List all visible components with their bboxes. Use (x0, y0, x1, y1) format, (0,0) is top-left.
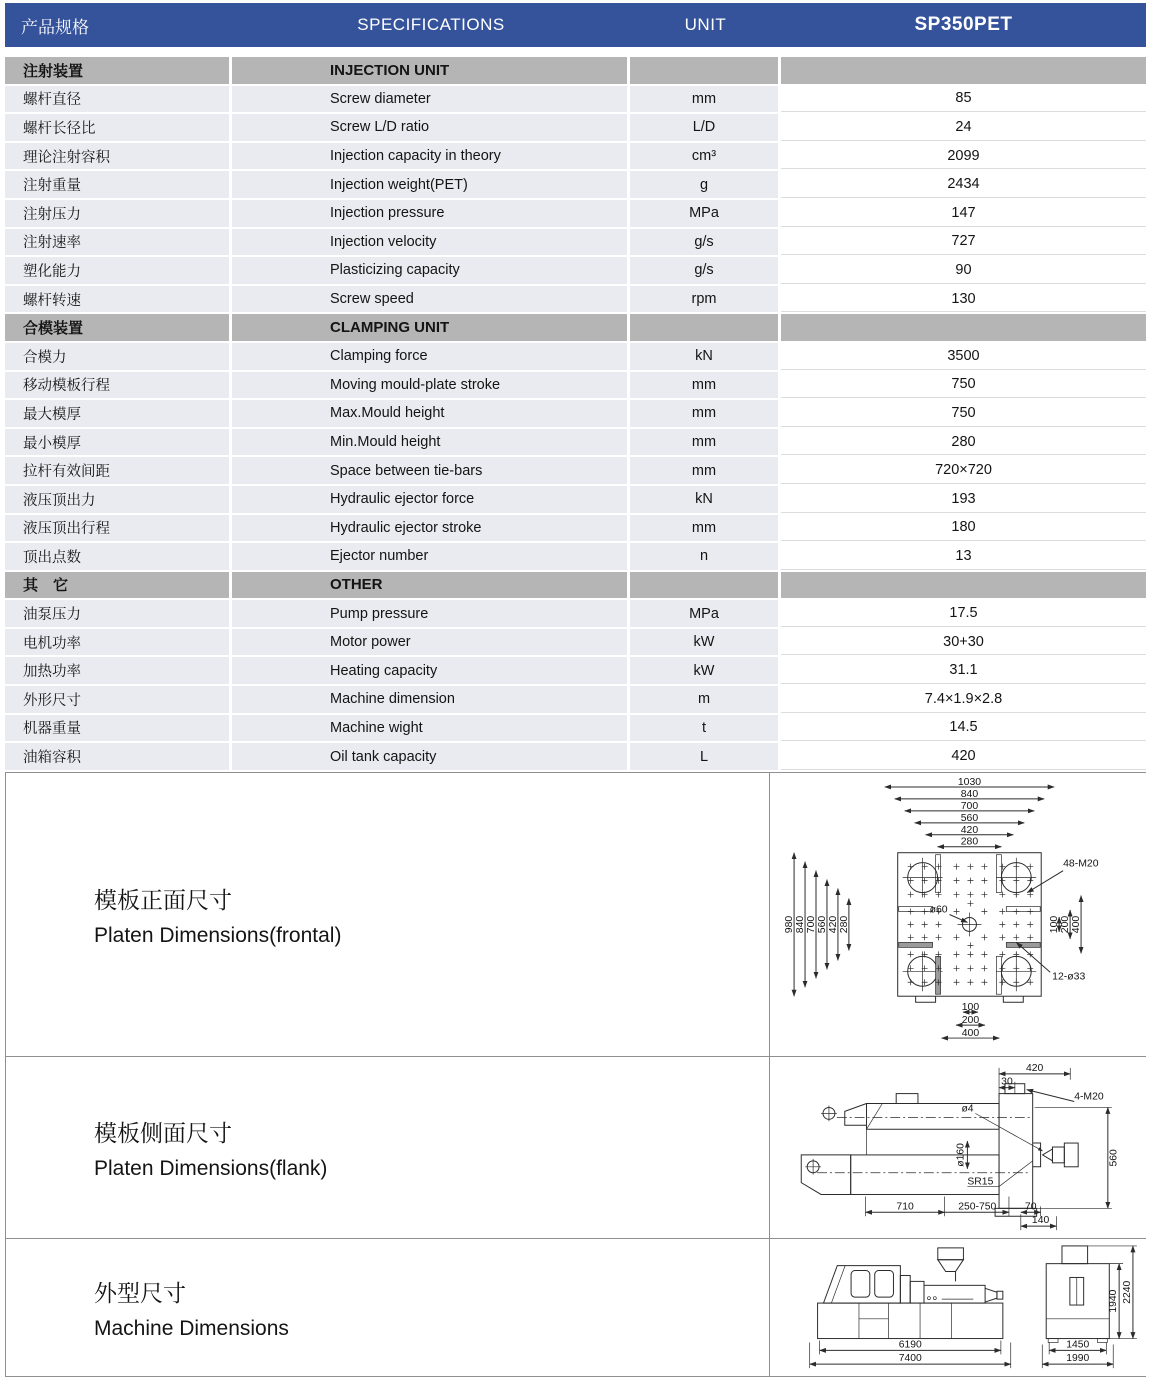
frontal-left-dims (784, 853, 850, 996)
machine-dimensions-label (6, 1239, 769, 1376)
dim-label: 840 (960, 788, 979, 800)
dim-label: 400 (1071, 915, 1083, 934)
spec-row (5, 429, 1146, 456)
dim-o160: ø160 (955, 1142, 967, 1167)
dim-o4: ø4 (961, 1102, 974, 1114)
spec-value: 85 (781, 86, 1146, 113)
spec-name-en: Moving mould-plate stroke (232, 372, 627, 399)
dim-label: 980 (784, 915, 796, 934)
header-unit-label: UNIT (684, 15, 727, 34)
spec-name-zh: 机器重量 (5, 715, 229, 742)
dim-2240: 2240 (1121, 1280, 1133, 1304)
dim-label: 280 (838, 915, 850, 934)
dim-6190: 6190 (898, 1338, 922, 1350)
frontal-bottom-dims (942, 1002, 1000, 1039)
dim-4-m20: 4-M20 (1074, 1091, 1104, 1103)
platen-flank-label (6, 1057, 769, 1238)
spec-name-en: Injection pressure (232, 200, 627, 227)
spec-row (5, 372, 1146, 399)
spec-unit: kW (630, 657, 778, 684)
dim-250-750: 250-750 (958, 1200, 997, 1212)
fixed-platen (995, 1083, 1078, 1216)
spec-unit: kN (630, 343, 778, 370)
spec-unit: mm (630, 86, 778, 113)
spec-value: 193 (781, 486, 1146, 513)
spec-unit: mm (630, 372, 778, 399)
spec-row (5, 171, 1146, 198)
spec-name-zh: 合模力 (5, 343, 229, 370)
spec-value: 14.5 (781, 715, 1146, 742)
spec-row (5, 629, 1146, 656)
platen-flank-drawing-cell (769, 1057, 1147, 1238)
header-product-label: 产品规格 (21, 17, 89, 37)
section-title-zh: 其 它 (5, 572, 229, 599)
machine-end-view (1046, 1245, 1109, 1342)
spec-value: 31.1 (781, 657, 1146, 684)
spec-unit: MPa (630, 200, 778, 227)
frontal-top-dims (885, 777, 1054, 848)
center-hole-callout: ø60 (929, 904, 948, 916)
spec-value: 17.5 (781, 600, 1146, 627)
spec-name-zh: 螺杆转速 (5, 286, 229, 313)
spec-name-en: Clamping force (232, 343, 627, 370)
spec-row (5, 257, 1146, 284)
spec-name-zh: 顶出点数 (5, 543, 229, 570)
spec-value: 280 (781, 429, 1146, 456)
spec-value: 7.4×1.9×2.8 (781, 686, 1146, 713)
section-value-cell (781, 314, 1146, 341)
spec-name-en: Space between tie-bars (232, 457, 627, 484)
section-unit-cell (630, 57, 778, 84)
platen-frontal-title-en: Platen Dimensions(frontal) (94, 923, 342, 947)
section-value-cell (781, 572, 1146, 599)
machine-dimensions-title-en: Machine Dimensions (94, 1316, 289, 1340)
dim-420: 420 (1025, 1062, 1044, 1074)
section-header-row (5, 314, 1146, 341)
spec-name-en: Motor power (232, 629, 627, 656)
dim-label: 840 (795, 915, 807, 934)
spec-name-en: Screw speed (232, 286, 627, 313)
platen-frontal-label (6, 773, 769, 1056)
spec-name-zh: 加热功率 (5, 657, 229, 684)
spec-name-zh: 注射重量 (5, 171, 229, 198)
spec-name-zh: 油箱容积 (5, 743, 229, 770)
spec-name-en: Hydraulic ejector stroke (232, 515, 627, 542)
spec-value: 180 (781, 515, 1146, 542)
spec-name-zh: 注射速率 (5, 229, 229, 256)
section-header-row (5, 57, 1146, 84)
spec-name-en: Hydraulic ejector force (232, 486, 627, 513)
spec-unit: g/s (630, 229, 778, 256)
spec-row (5, 686, 1146, 713)
spec-name-en: Pump pressure (232, 600, 627, 627)
section-header-row (5, 572, 1146, 599)
machine-drawing-cell (769, 1239, 1147, 1376)
dim-70: 70 (1024, 1200, 1037, 1212)
dim-label: 100 (961, 1002, 980, 1014)
spec-value: 24 (781, 114, 1146, 141)
spec-value: 750 (781, 400, 1146, 427)
header-specifications-label: SPECIFICATIONS (357, 15, 505, 34)
spec-name-en: Machine dimension (232, 686, 627, 713)
spec-row (5, 543, 1146, 570)
spec-name-en: Injection velocity (232, 229, 627, 256)
spec-name-en: Ejector number (232, 543, 627, 570)
section-title-en: INJECTION UNIT (232, 57, 627, 84)
spec-row (5, 200, 1146, 227)
dim-label: 200 (961, 1015, 980, 1027)
spec-unit: L (630, 743, 778, 770)
dim-label: 400 (961, 1028, 980, 1040)
spec-unit: mm (630, 400, 778, 427)
spec-name-en: Machine wight (232, 715, 627, 742)
spec-value: 130 (781, 286, 1146, 313)
platen-flank-title-zh: 模板侧面尺寸 (94, 1119, 232, 1146)
spec-name-en: Injection weight(PET) (232, 171, 627, 198)
spec-name-zh: 电机功率 (5, 629, 229, 656)
spec-name-zh: 最小模厚 (5, 429, 229, 456)
row-platen-frontal (5, 772, 1146, 1057)
section-unit-cell (630, 314, 778, 341)
spec-name-en: Injection capacity in theory (232, 143, 627, 170)
spec-name-zh: 螺杆直径 (5, 86, 229, 113)
platen-frontal-title-zh: 模板正面尺寸 (94, 886, 232, 913)
dim-label: 200 (1060, 915, 1072, 934)
machine-side-view (818, 1247, 1003, 1338)
spec-name-en: Max.Mould height (232, 400, 627, 427)
spec-name-zh: 拉杆有效间距 (5, 457, 229, 484)
dim-710: 710 (896, 1200, 914, 1212)
dim-label: 700 (806, 915, 818, 934)
spec-value: 420 (781, 743, 1146, 770)
spec-value: 147 (781, 200, 1146, 227)
dim-sr15: SR15 (967, 1176, 994, 1188)
spec-unit: t (630, 715, 778, 742)
dim-1450: 1450 (1066, 1338, 1090, 1350)
spec-unit: g/s (630, 257, 778, 284)
machine-dimensions-title-zh: 外型尺寸 (94, 1279, 186, 1306)
dim-label: 560 (816, 915, 828, 934)
spec-value: 13 (781, 543, 1146, 570)
ejector-hole-callout: 12-ø33 (1052, 971, 1086, 983)
frontal-platen-diagram (770, 773, 1147, 1056)
spec-name-zh: 最大模厚 (5, 400, 229, 427)
spec-name-en: Screw diameter (232, 86, 627, 113)
spec-unit: m (630, 686, 778, 713)
spec-name-zh: 螺杆长径比 (5, 114, 229, 141)
spec-unit: g (630, 171, 778, 198)
machine-dimensions-diagram (770, 1240, 1147, 1376)
dim-label: 100 (1049, 915, 1061, 934)
spec-unit: L/D (630, 114, 778, 141)
frontal-right-dims (1049, 896, 1082, 954)
spec-unit: mm (630, 515, 778, 542)
spec-name-zh: 液压顶出力 (5, 486, 229, 513)
spec-value: 30+30 (781, 629, 1146, 656)
diagram-section (5, 772, 1146, 1377)
spec-value: 2434 (781, 171, 1146, 198)
dim-1940: 1940 (1108, 1289, 1120, 1313)
section-title-en: OTHER (232, 572, 627, 599)
spec-value: 90 (781, 257, 1146, 284)
dim-140: 140 (1031, 1214, 1050, 1226)
dim-label: 420 (960, 824, 979, 836)
section-title-zh: 注射装置 (5, 57, 229, 84)
dim-1990: 1990 (1066, 1352, 1090, 1364)
spec-row (5, 400, 1146, 427)
spec-value: 720×720 (781, 457, 1146, 484)
spec-row (5, 229, 1146, 256)
spec-unit: kN (630, 486, 778, 513)
spec-name-en: Min.Mould height (232, 429, 627, 456)
spec-unit: rpm (630, 286, 778, 313)
row-platen-flank (5, 1057, 1146, 1239)
spec-unit: cm³ (630, 143, 778, 170)
spec-name-en: Screw L/D ratio (232, 114, 627, 141)
spec-value: 2099 (781, 143, 1146, 170)
spec-row (5, 715, 1146, 742)
spec-unit: n (630, 543, 778, 570)
spec-row (5, 343, 1146, 370)
dim-label: 1030 (957, 776, 982, 788)
dim-7400: 7400 (898, 1352, 922, 1364)
spec-name-zh: 外形尺寸 (5, 686, 229, 713)
spec-name-zh: 理论注射容积 (5, 143, 229, 170)
spec-row (5, 114, 1146, 141)
section-unit-cell (630, 572, 778, 599)
spec-row (5, 143, 1146, 170)
dim-label: 700 (960, 800, 979, 812)
flank-dims (866, 1062, 1120, 1229)
spec-row (5, 86, 1146, 113)
table-header (5, 3, 1146, 47)
dim-label: 280 (960, 836, 979, 848)
thread-callout: 48-M20 (1063, 858, 1099, 870)
spec-row (5, 515, 1146, 542)
section-title-en: CLAMPING UNIT (232, 314, 627, 341)
spec-row (5, 457, 1146, 484)
spec-value: 727 (781, 229, 1146, 256)
row-machine-dimensions (5, 1239, 1146, 1377)
spec-name-zh: 移动模板行程 (5, 372, 229, 399)
spec-unit: mm (630, 457, 778, 484)
spec-name-en: Oil tank capacity (232, 743, 627, 770)
platen-frontal-drawing-cell (769, 773, 1147, 1056)
spec-unit: mm (630, 429, 778, 456)
spec-row (5, 600, 1146, 627)
spec-name-en: Heating capacity (232, 657, 627, 684)
spec-value: 750 (781, 372, 1146, 399)
spec-row (5, 657, 1146, 684)
dim-30: 30 (1001, 1076, 1013, 1088)
spec-row (5, 743, 1146, 770)
spec-name-zh: 注射压力 (5, 200, 229, 227)
spec-unit: MPa (630, 600, 778, 627)
section-title-zh: 合模装置 (5, 314, 229, 341)
spec-row (5, 286, 1146, 313)
spec-unit: kW (630, 629, 778, 656)
spec-name-zh: 液压顶出行程 (5, 515, 229, 542)
spec-name-en: Plasticizing capacity (232, 257, 627, 284)
platen-flank-title-en: Platen Dimensions(flank) (94, 1156, 328, 1180)
header-model: SP350PET (914, 14, 1013, 35)
dim-label: 560 (960, 812, 979, 824)
spec-row (5, 486, 1146, 513)
flank-platen-diagram (770, 1058, 1147, 1238)
spec-name-zh: 油泵压力 (5, 600, 229, 627)
spec-name-zh: 塑化能力 (5, 257, 229, 284)
spec-table-body (5, 57, 1146, 772)
dim-560: 560 (1108, 1148, 1120, 1167)
section-value-cell (781, 57, 1146, 84)
dim-label: 420 (827, 915, 839, 934)
spec-value: 3500 (781, 343, 1146, 370)
